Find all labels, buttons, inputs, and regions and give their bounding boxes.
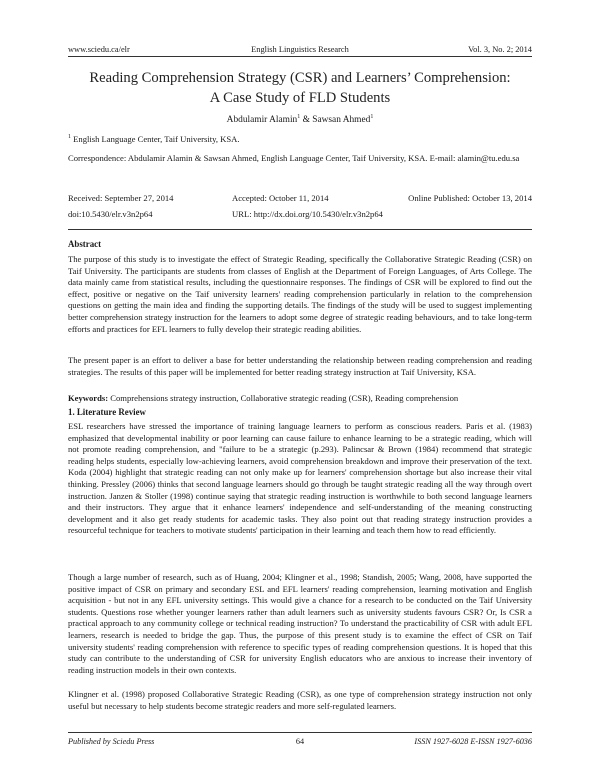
title-line-1: Reading Comprehension Strategy (CSR) and Learners’ Comprehension: [89,70,511,86]
doi[interactable]: doi:10.5430/elr.v3n2p64 [68,209,153,219]
header-rule [68,56,532,57]
paper-title [60,68,540,108]
affiliation-text: English Language Center, Taif University, KSA. [71,134,240,144]
section-1-paragraph-3: Klingner et al. (1998) proposed Collaborative Strategic Reading (CSR), as one type of comprehension strategy instruction not only useful but necessary to help students become strategic readers and more self-regulated learners. [68,689,532,711]
section-1-heading: 1. Literature Review [68,407,146,417]
keywords-label: Keywords: [68,393,109,403]
journal-name: English Linguistics Research [251,45,349,54]
correspondence: Correspondence: Abdulamir Alamin & Sawsan Ahmed, English Language Center, Taif University, KSA. E-mail: alamin@tu.edu.sa [68,153,520,163]
publication-dates [68,193,532,225]
footer-issn: ISSN 1927-6028 E-ISSN 1927-6036 [414,737,532,746]
section-1-paragraph-2: Though a large number of research, such as of Huang, 2004; Klingner et al., 1998; Standish, 2005; Wang, 2008, have supported the positive impact of CSR on primary and secondary ESL and EFL learners' reading comprehension, learning motivation and English acquisition - but not in any EFL university settings. This would give a chance for a research to be conducted on the Taif University students. Questions rose whether younger learners rather than adult learners such as university students favours CSR? Or, Is CSR a practical approach to any community college or technical reading instruction? To understand the practicability of CSR with adult EFL learners, research is needed to bridge the gap. Thus, the purpose of this present study is to examine the effect of CSR on Taif university students' reading comprehension with reference to specific types of reading comprehension questions. It is hoped that this study can contribute to the understanding of CSR for university English educators who are anxious to increase their inventory of reading instruction models in their own contexts. [68,572,532,675]
footer-rule [68,732,532,733]
abstract-paragraph-1: The purpose of this study is to investigate the effect of Strategic Reading, specifically the Collaborative Strategic Reading (CSR) on Taif University. The participants are students from classes of English at the Department of Foreign Languages, of Arts College. The data mainly came from statistical results, including the questionnaire responses. The findings of CSR will be explored to find out the effect, positive or negative on the Taif university learners' reading comprehension particularly in relation to the comprehension questions on getting the main idea and finding the supporting details. The findings of the study will be used to suggest implementing better comprehension strategy instruction for the learners to adopt some degree of strategic reading behaviours, and to take long-term efforts and practices for EFL learners to fully develop their strategic reading abilities. [68,254,532,334]
volume-info: Vol. 3, No. 2; 2014 [468,45,532,54]
journal-url[interactable]: www.sciedu.ca/elr [68,45,130,54]
received-date: Received: September 27, 2014 [68,193,174,203]
affiliation [68,134,532,144]
author-list [68,115,532,125]
author-separator: & [300,115,313,125]
abstract-rule [68,229,532,230]
author-1: Abdulamir Alamin [226,115,298,125]
section-1-paragraph-1: ESL researchers have stressed the importance of training language learners to perform as conscious readers. Paris et al. (1983) emphasized that developmental inability or poor learning can cause failure to enhance learning to be a strategic reading, which will not promote reading comprehension, and "failure to be a strategic (p.293). Palincsar & Brown (1984) recommend that strategic reading helps students, especially low-achieving learners, avoid comprehension breakdown and improve their preservation of the text. Koda (2004) highlight that strategic reading can not only make up for learners' comprehension shortage but also increase their vital thinking. Pressley (2006) thinks that second language learners should go through be taught strategic reading all the way through overt instruction. Janzen & Stoller (1998) continue saying that strategic reading instruction is worthwhile to both second language learners and their instructors. They argue that it enhance learners' independence and self-understanding of the meaning constructing development and it also get ready students for academic tasks. They also point out that reading strategy instruction provides a resourceful technique for teachers to motivate students' participation in their learning and teach them how to read efficiently. [68,421,532,536]
doi-url[interactable]: URL: http://dx.doi.org/10.5430/elr.v3n2p64 [232,209,383,219]
published-date: Online Published: October 13, 2014 [408,193,532,203]
author-2-affiliation-mark: 1 [370,113,374,120]
footer-publisher: Published by Sciedu Press [68,737,155,746]
abstract-heading: Abstract [68,239,102,249]
affiliation-mark: 1 [68,134,71,141]
running-head [68,40,532,54]
page-footer [68,737,532,749]
page-number: 64 [295,737,305,746]
keywords-text: Comprehensions strategy instruction, Collaborative strategic reading (CSR), Reading comprehension [108,393,459,403]
accepted-date: Accepted: October 11, 2014 [232,193,329,203]
abstract-paragraph-2: The present paper is an effort to deliver a base for better understanding the relationship between reading comprehension and reading strategies. The results of this paper will be implemented for better reading strategy instruction at Taif University, KSA. [68,355,532,377]
author-2: Sawsan Ahmed [312,115,371,125]
author-1-affiliation-mark: 1 [297,113,301,120]
keywords [68,393,532,403]
title-line-2: A Case Study of FLD Students [209,90,391,106]
